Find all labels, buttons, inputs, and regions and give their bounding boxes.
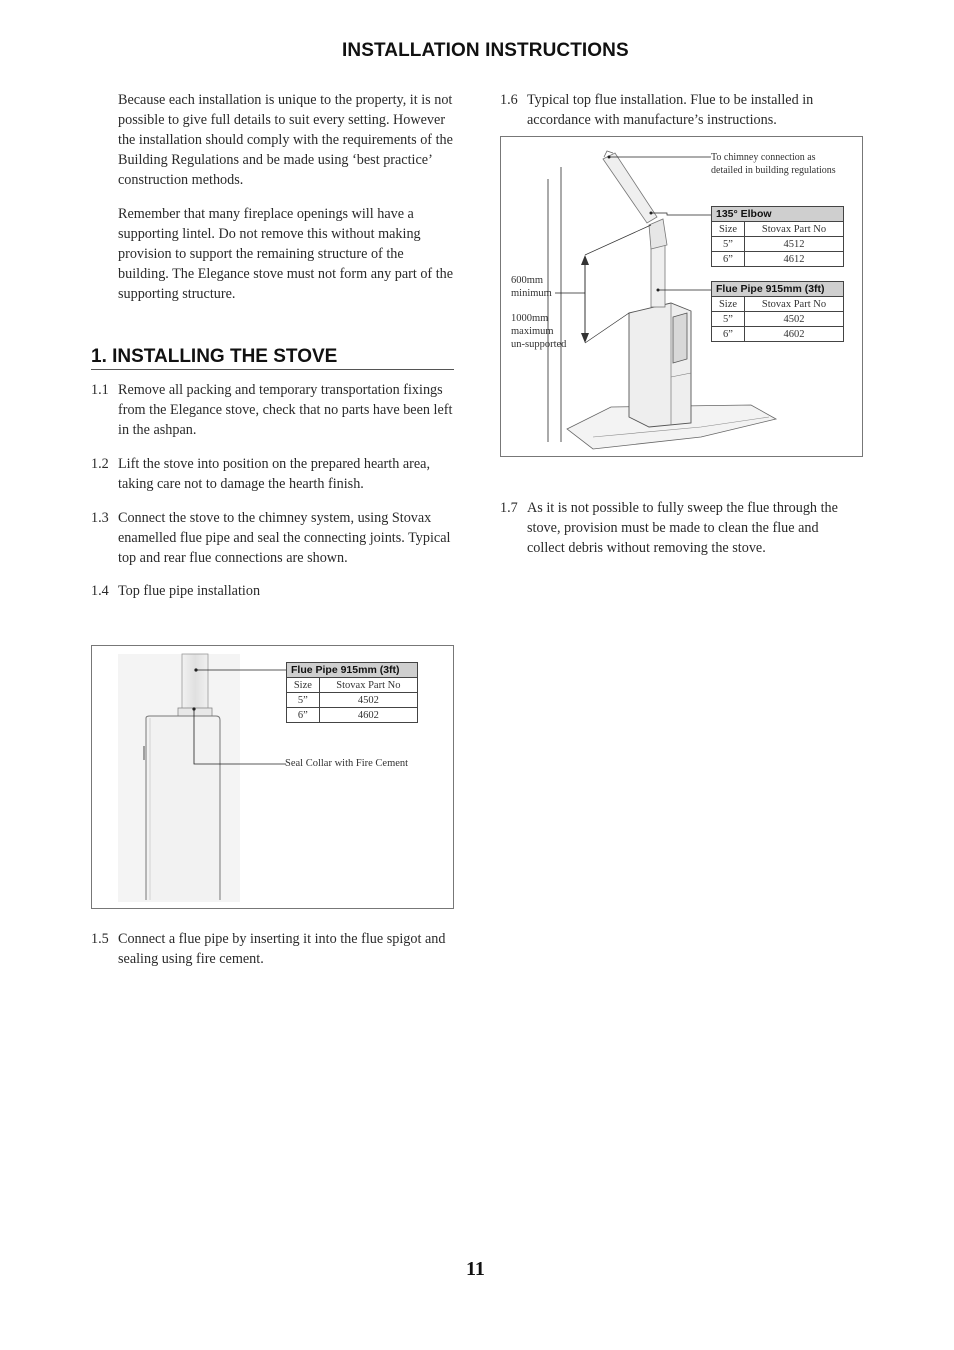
step-number: 1.6 [500,92,518,108]
table-header-size: Size [712,297,745,312]
step-text: As it is not possible to fully sweep the flue through the stove, provision must be made to clean the flue and collect debris without removing the stove. [527,500,838,556]
figure-top-flue-pipe [91,645,454,909]
step-text: Top flue pipe installation [118,583,261,599]
intro-paragraph-1: Because each installation is unique to the property, it is not possible to give full details to suit every setting. However the installation should comply with the requirements of the Building Regulations and be made using ‘best practice’ construction methods. [118,92,453,188]
step-text: Typical top flue installation. Flue to be installed in accordance with manufacture’s instructions. [527,92,814,128]
step-number: 1.2 [91,456,109,472]
seal-collar-label: Seal Collar with Fire Cement [285,758,409,769]
step-text: Lift the stove into position on the prepared hearth area, taking care not to damage the hearth finish. [118,456,431,492]
table-row: 5” 4512 [712,237,844,252]
table-row: 6” 4612 [712,252,844,267]
table-header-part: Stovax Part No [745,222,844,237]
table-header-size: Size [287,678,320,693]
elbow-table [711,206,844,267]
step-number: 1.3 [91,510,109,526]
page-number: 11 [466,1258,485,1280]
section-title: 1. INSTALLING THE STOVE [91,346,454,370]
step-text: Connect a flue pipe by inserting it into the flue spigot and sealing using fire cement. [118,931,446,967]
page-header: INSTALLATION INSTRUCTIONS [342,40,629,61]
maximum-unsupported-label: 1000mm maximum un-supported [511,313,567,350]
intro-paragraph-2: Remember that many fireplace openings will have a supporting lintel. Do not remove this without making provision to support the remaining structure of the building. The Elegance stove must not form any part of the supporting structure. [118,206,454,302]
table-title: Flue Pipe 915mm (3ft) [712,282,844,297]
minimum-height-label: 600mm minimum [511,275,552,299]
step-number: 1.4 [91,583,109,599]
table-title: Flue Pipe 915mm (3ft) [287,663,418,678]
step-number: 1.5 [91,931,109,947]
flue-pipe-table [711,281,844,342]
table-header-part: Stovax Part No [319,678,417,693]
step-text: Connect the stove to the chimney system, using Stovax enamelled flue pipe and seal the connecting joints. Typical top and rear flue connections are shown. [118,510,451,566]
step-number: 1.7 [500,500,518,516]
table-header-part: Stovax Part No [745,297,844,312]
figure-typical-top-flue [500,136,863,457]
chimney-connection-label: To chimney connection as detailed in building regulations [711,152,836,176]
table-row: 5” 4502 [287,693,418,708]
step-text: Remove all packing and temporary transportation fixings from the Elegance stove, check that no parts have been left in the ashpan. [118,382,453,438]
step-number: 1.1 [91,382,109,398]
table-title: 135° Elbow [712,207,844,222]
flue-pipe-table [286,662,418,723]
table-row: 6” 4602 [712,327,844,342]
table-row: 6” 4602 [287,708,418,723]
table-row: 5” 4502 [712,312,844,327]
table-header-size: Size [712,222,745,237]
